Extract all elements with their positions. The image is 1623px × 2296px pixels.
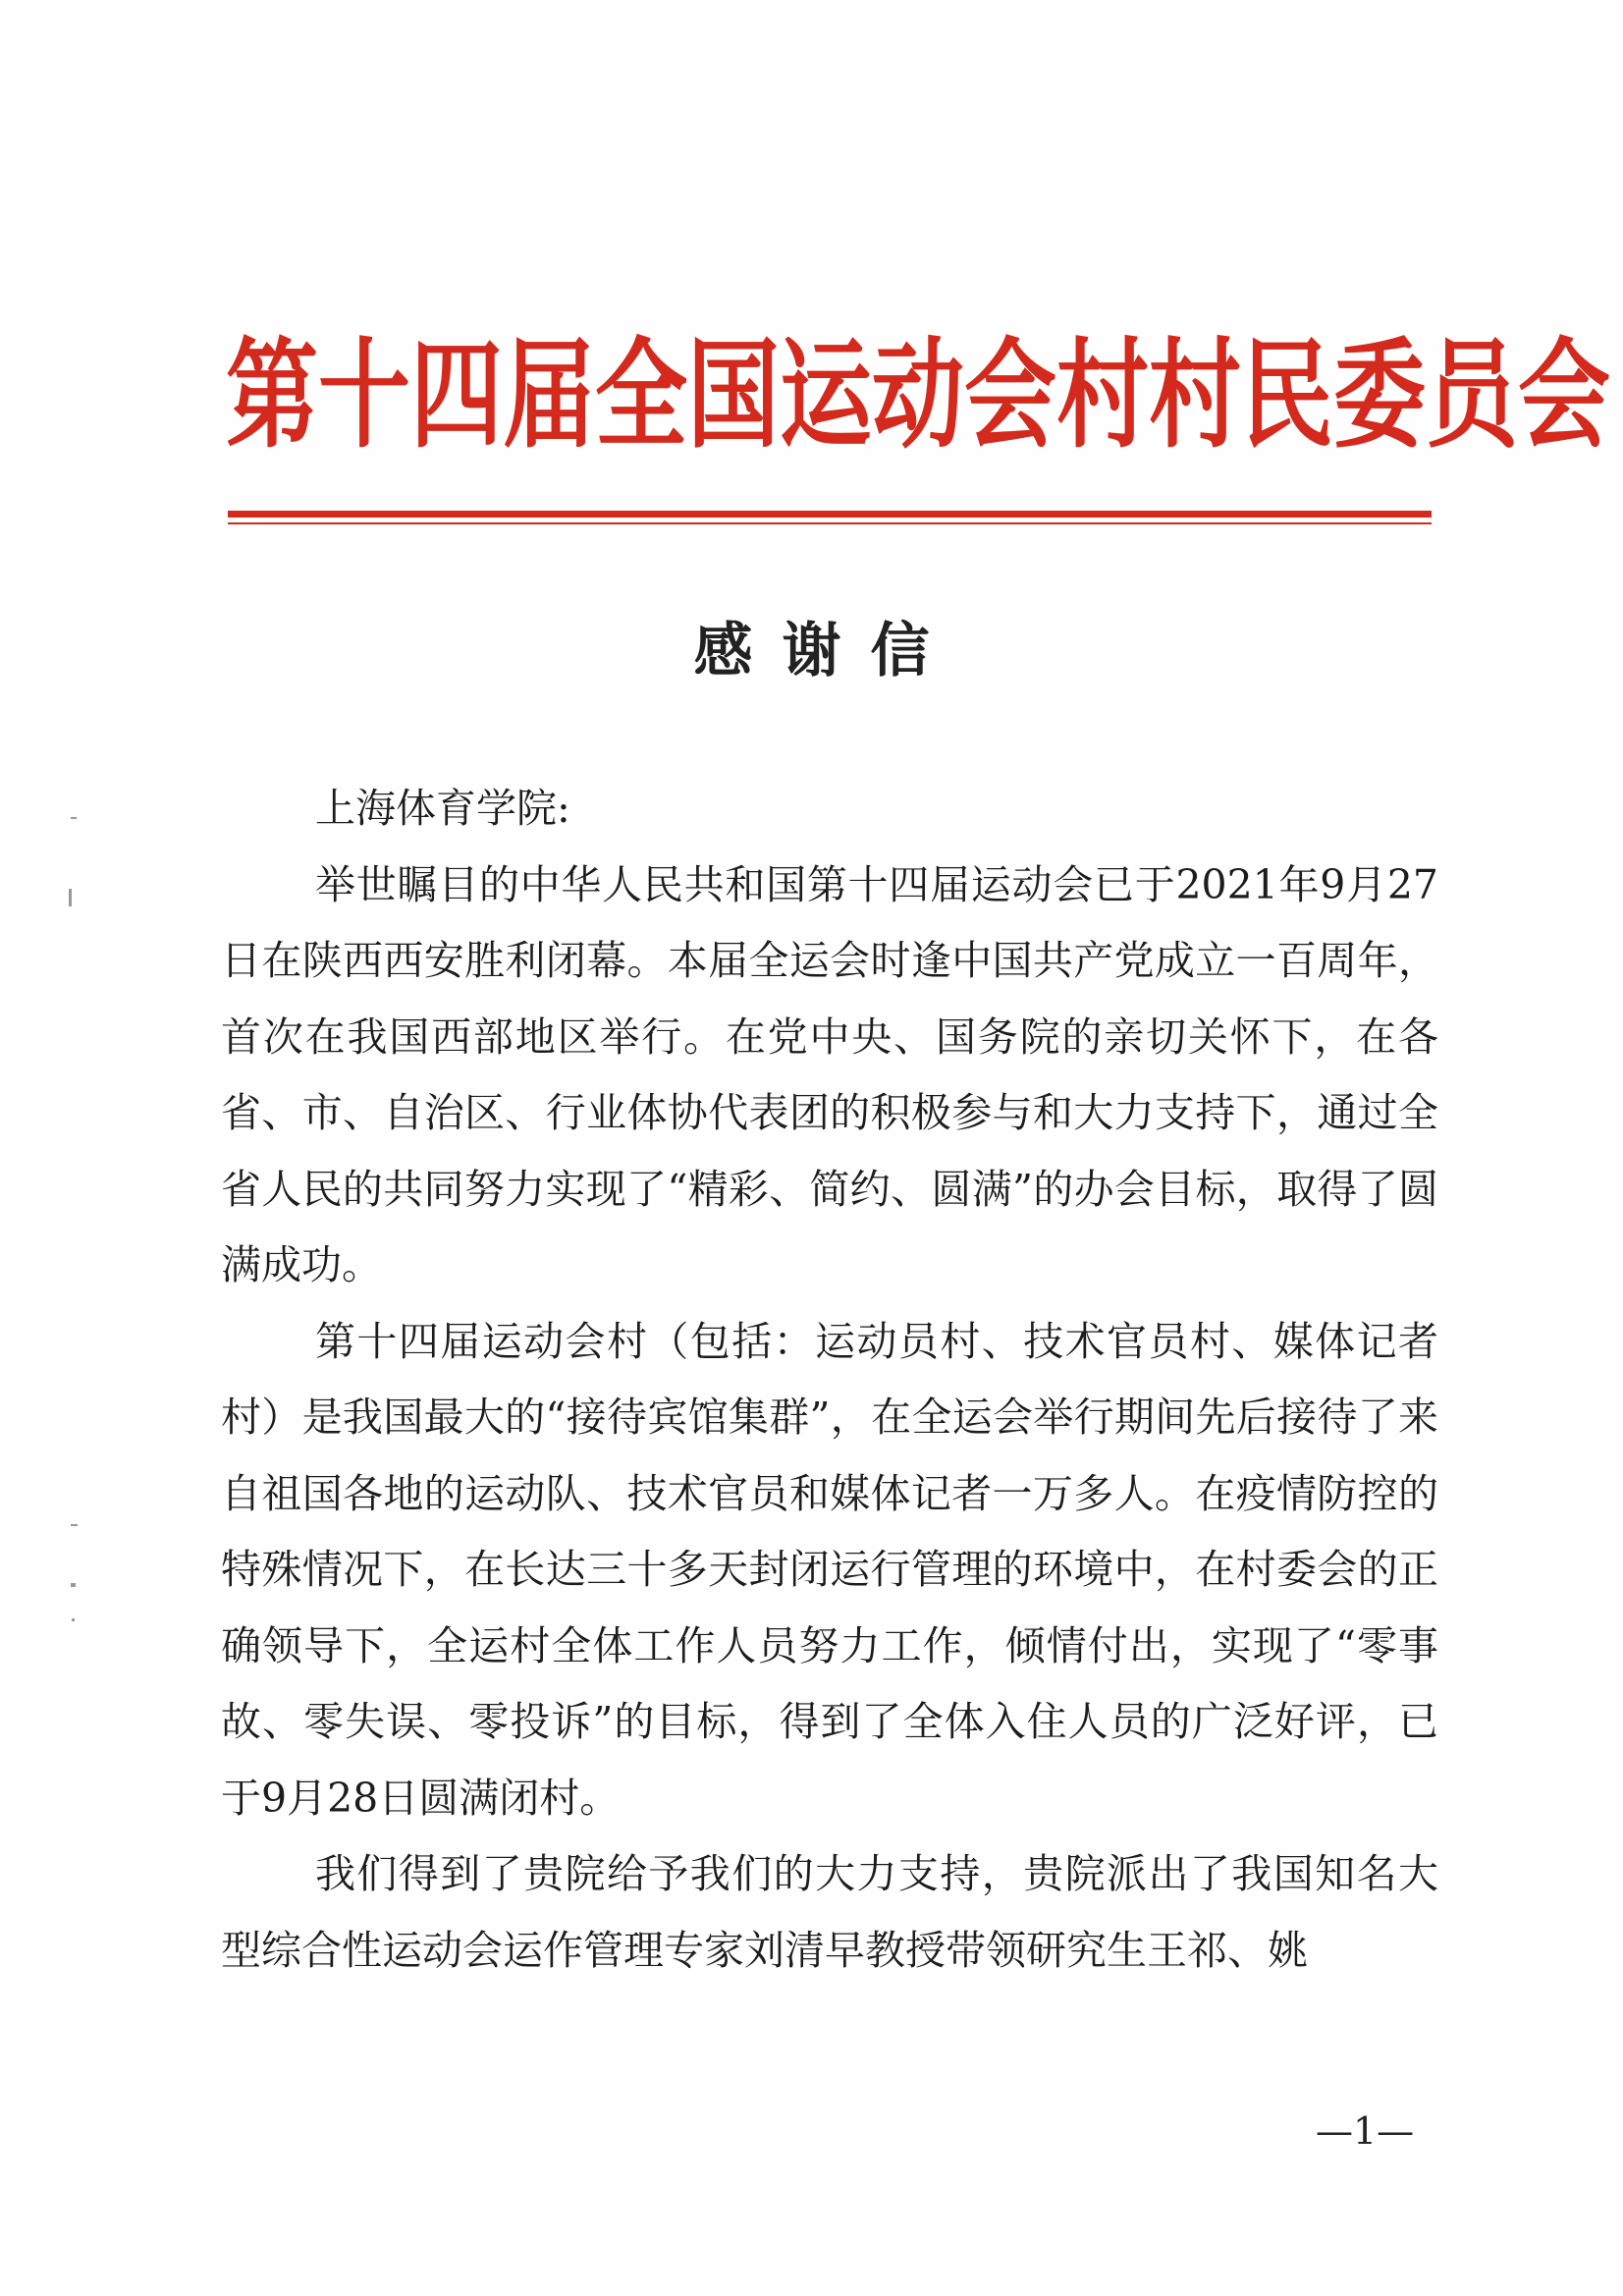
page-number: —1—: [1316, 2109, 1415, 2153]
letterhead-org-name: 第十四届全国运动会村村民委员会: [226, 326, 1611, 465]
scan-speck: [69, 889, 72, 906]
salutation: 上海体育学院:: [315, 785, 570, 832]
scan-speck: [71, 1583, 76, 1587]
paragraph-3: 我们得到了贵院给予我们的大力支持，贵院派出了我国知名大型综合性运动会运作管理专家刘清早教授带领研究生王祁、姚: [221, 1850, 1438, 1974]
letterhead-red-rule-thin: [228, 522, 1432, 524]
document-title: 感谢信: [693, 617, 959, 685]
letterhead: [226, 312, 1611, 509]
scan-speck: [71, 817, 77, 819]
letter-body: [221, 771, 1438, 1989]
paragraph-2: 第十四届运动会村（包括：运动员村、技术官员村、媒体记者村）是我国最大的“接待宾馆集群”，在全运会举行期间先后接待了来自祖国各地的运动队、技术官员和媒体记者一万多人。在疫情防控的特殊情况下，在长达三十多天封闭运行管理的环境中，在村委会的正确领导下，全运村全体工作人员努力工作，倾情付出，实现了“零事故、零失误、零投诉”的目标，得到了全体入住人员的广泛好评，已于9月28日圆满闭村。: [221, 1317, 1438, 1822]
letterhead-red-rule: [228, 511, 1432, 518]
scan-speck: [71, 1524, 78, 1526]
scan-speck: [72, 1618, 75, 1621]
paragraph-1: 举世瞩目的中华人民共和国第十四届运动会已于2021年9月27日在陕西西安胜利闭幕。本届全运会时逢中国共产党成立一百周年，首次在我国西部地区举行。在党中央、国务院的亲切关怀下，在各省、市、自治区、行业体协代表团的积极参与和大力支持下，通过全省人民的共同努力实现了“精彩、简约、圆满”的办会目标，取得了圆满成功。: [221, 860, 1438, 1288]
